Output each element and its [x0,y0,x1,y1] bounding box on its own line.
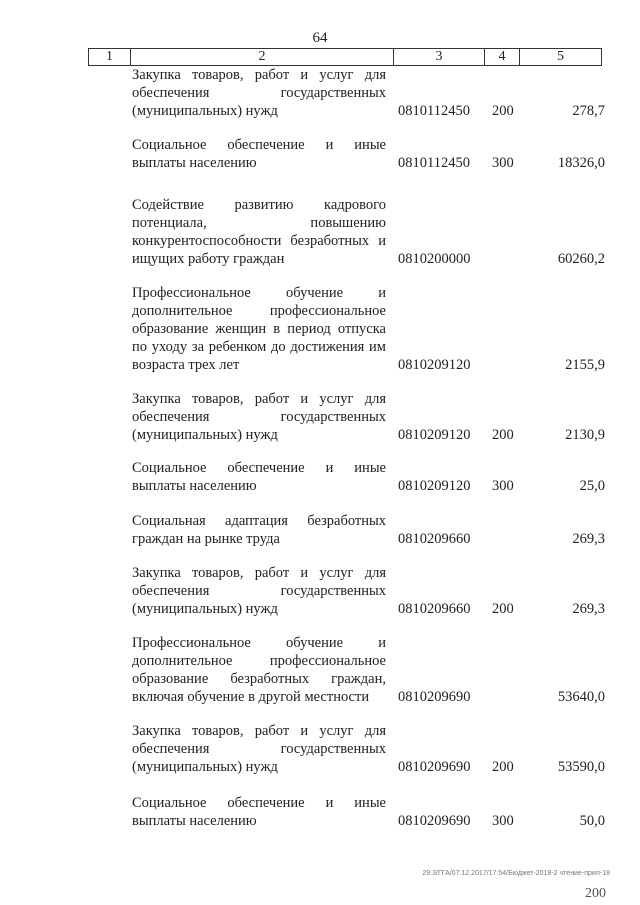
document-stamp: 29.3/ГГА/07.12.2017/17:54/Бюджет-2018-2 чтение-прил-18 [422,870,610,877]
table-header [88,48,602,66]
page-number: 64 [312,30,328,46]
row-kind: 300 [492,478,514,494]
row-description: Содействие развитию кадрового потенциала, повышению конкурентоспособности безработных и ищущих работу граждан [132,197,386,267]
row-code: 0810209120 [398,427,471,443]
row-code: 0810209690 [398,813,471,829]
row-sum: 269,3 [572,601,605,617]
row-sum: 50,0 [579,813,605,829]
header-col-4: 4 [498,49,506,64]
row-description: Профессиональное обучение и дополнительное профессиональное образование безработных граждан, включая обучение в другой местности [132,635,386,705]
row-sum: 53590,0 [557,759,605,775]
row-sum: 53640,0 [557,689,605,705]
row-kind: 200 [492,427,514,443]
row-kind: 200 [492,103,514,119]
sheet-number: 200 [585,886,606,901]
row-code: 0810209690 [398,759,471,775]
row-sum: 25,0 [579,478,605,494]
row-description: Социальное обеспечение и иные выплаты населению [132,137,386,171]
row-code: 0810112450 [398,155,470,171]
row-code: 0810200000 [398,251,471,267]
header-col-5: 5 [557,49,564,64]
row-description: Закупка товаров, работ и услуг для обеспечения государственных (муниципальных) нужд [132,723,386,775]
row-kind: 300 [492,813,514,829]
row-sum: 278,7 [572,103,605,119]
row-sum: 2130,9 [565,427,605,443]
header-col-1: 1 [106,49,113,64]
row-kind: 200 [492,759,514,775]
row-description: Профессиональное обучение и дополнительное профессиональное образование женщин в период отпуска по уходу за ребенком до достижения им возраста трех лет [132,285,386,373]
header-col-2: 2 [258,49,266,64]
row-code: 0810209660 [398,531,471,547]
row-description: Социальная адаптация безработных граждан на рынке труда [132,513,386,547]
row-description: Закупка товаров, работ и услуг для обеспечения государственных (муниципальных) нужд [132,67,386,119]
row-sum: 2155,9 [565,357,605,373]
row-sum: 18326,0 [557,155,605,171]
row-kind: 300 [492,155,514,171]
row-code: 0810209690 [398,689,471,705]
row-sum: 269,3 [572,531,605,547]
row-code: 0810209120 [398,478,471,494]
row-code: 0810209660 [398,601,471,617]
row-description: Социальное обеспечение и иные выплаты населению [132,795,386,829]
row-description: Закупка товаров, работ и услуг для обеспечения государственных (муниципальных) нужд [132,391,386,443]
row-code: 0810112450 [398,103,470,119]
header-col-3: 3 [435,49,443,64]
row-kind: 200 [492,601,514,617]
row-description: Социальное обеспечение и иные выплаты населению [132,460,386,494]
row-sum: 60260,2 [557,251,605,267]
row-description: Закупка товаров, работ и услуг для обеспечения государственных (муниципальных) нужд [132,565,386,617]
row-code: 0810209120 [398,357,471,373]
